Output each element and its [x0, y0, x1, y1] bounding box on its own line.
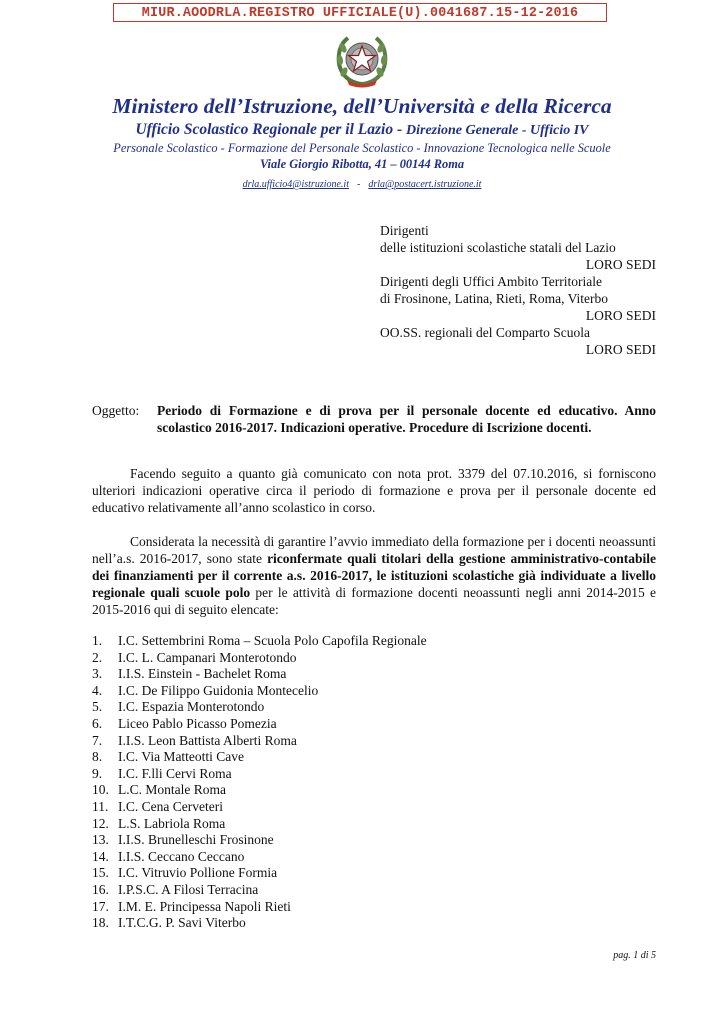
school-name: I.M. E. Principessa Napoli Rieti: [118, 898, 291, 914]
list-number: 6.: [92, 715, 103, 731]
school-name: I.C. De Filippo Guidonia Montecelio: [118, 682, 319, 698]
list-number: 2.: [92, 649, 103, 665]
recipient-line: OO.SS. regionali del Comparto Scuola: [380, 325, 590, 340]
school-name: I.I.S. Brunelleschi Frosinone: [118, 832, 274, 848]
list-number: 15.: [92, 865, 109, 881]
school-name: L.C. Montale Roma: [118, 782, 226, 798]
list-number: 18.: [92, 915, 109, 931]
list-item: [92, 899, 427, 916]
paragraph-bold-text: riconfermate quali titolari della gestione amministrativo-contabile dei finanziamenti per il corrente a.s. 2016-2017, le istituzioni scolastiche già individuate a livello regionale quali scuole polo: [92, 551, 656, 600]
office-areas: Personale Scolastico - Formazione del Personale Scolastico - Innovazione Tecnologica nelle Scuole: [113, 141, 611, 155]
school-name: I.P.S.C. A Filosi Terracina: [118, 881, 259, 897]
school-name: I.I.S. Einstein - Bachelet Roma: [118, 666, 287, 682]
list-item: [92, 733, 427, 750]
paragraph-intro: Facendo seguito a quanto già comunicato con nota prot. 3379 del 07.10.2016, si forniscono ulteriori indicazioni operative circa il periodo di formazione e prova per il personale docente ed educativo relativamente all’anno scolastico in corso.: [92, 466, 656, 515]
list-item: [92, 782, 427, 799]
paragraph-text: Considerata la necessità di garantire l’avvio immediato della formazione per i docenti neoassunti nell’a.s. 2016-2017, sono state: [92, 534, 656, 566]
school-name: I.C. Espazia Monterotondo: [118, 699, 265, 715]
office-address: Viale Giorgio Ribotta, 41 – 00144 Roma: [259, 157, 465, 171]
email-link-ufficio4[interactable]: drla.ufficio4@istruzione.it: [242, 179, 349, 190]
list-item: [92, 766, 427, 783]
school-name: Liceo Pablo Picasso Pomezia: [118, 715, 277, 731]
list-item: [92, 915, 427, 932]
list-item: [92, 683, 427, 700]
school-name: I.C. Cena Cerveteri: [118, 798, 223, 814]
list-number: 10.: [92, 782, 109, 798]
list-item: [92, 882, 427, 899]
ministry-name: Ministero dell’Istruzione, dell’Università e della Ricerca: [112, 94, 612, 118]
email-link-pec[interactable]: drla@postacert.istruzione.it: [368, 179, 482, 190]
list-number: 5.: [92, 699, 103, 715]
list-number: 1.: [92, 633, 103, 648]
italian-republic-emblem-icon: [334, 32, 390, 90]
list-item: [92, 816, 427, 833]
list-item: [92, 849, 427, 866]
recipient-line: Dirigenti: [380, 223, 429, 238]
list-item: [92, 666, 427, 683]
school-name: I.T.C.G. P. Savi Viterbo: [118, 915, 246, 931]
list-number: 12.: [92, 815, 109, 831]
list-number: 3.: [92, 666, 103, 682]
list-number: 8.: [92, 749, 103, 765]
loro-sedi: LORO SEDI: [585, 342, 656, 357]
list-number: 16.: [92, 881, 109, 897]
email-separator: -: [357, 179, 361, 190]
list-item: [92, 699, 427, 716]
subject-text: Periodo di Formazione e di prova per il personale docente ed educativo. Anno scolastico 2016-2017. Indicazioni operative. Procedure di Iscrizione docenti.: [157, 403, 656, 435]
list-number: 13.: [92, 832, 109, 848]
list-item: [92, 716, 427, 733]
school-name: I.C. F.lli Cervi Roma: [118, 765, 232, 781]
school-name: I.I.S. Leon Battista Alberti Roma: [118, 732, 297, 748]
list-number: 4.: [92, 682, 103, 698]
list-item: [92, 633, 427, 650]
list-number: 14.: [92, 848, 109, 864]
letterhead: [0, 93, 724, 192]
office-direction: Direzione Generale - Ufficio IV: [406, 123, 589, 138]
list-item: [92, 799, 427, 816]
school-name: I.C. Vitruvio Pollione Formia: [118, 865, 278, 881]
school-name: I.C. Settembrini Roma – Scuola Polo Capofila Regionale: [118, 633, 427, 648]
school-name: L.S. Labriola Roma: [118, 815, 226, 831]
list-number: 11.: [92, 798, 109, 814]
list-item: [92, 650, 427, 667]
loro-sedi: LORO SEDI: [585, 257, 656, 272]
office-name: [0, 120, 724, 140]
school-name: I.I.S. Ceccano Ceccano: [118, 848, 245, 864]
recipient-line: di Frosinone, Latina, Rieti, Roma, Viterbo: [380, 291, 609, 306]
paragraph-scuole-polo: [92, 533, 656, 618]
loro-sedi: LORO SEDI: [585, 308, 656, 323]
recipient-line: Dirigenti degli Uffici Ambito Territoriale: [380, 274, 603, 289]
school-name: I.C. Via Matteotti Cave: [118, 749, 245, 765]
subject-label: Oggetto:: [92, 403, 140, 418]
list-number: 9.: [92, 765, 103, 781]
subject-block: [92, 402, 656, 436]
school-name: I.C. L. Campanari Monterotondo: [118, 649, 297, 665]
recipient-line: delle istituzioni scolastiche statali del Lazio: [380, 240, 616, 255]
list-number: 7.: [92, 732, 103, 748]
protocol-stamp: MIUR.AOODRLA.REGISTRO UFFICIALE(U).0041687.15-12-2016: [113, 3, 607, 22]
page-number: pag. 1 di 5: [613, 950, 656, 961]
schools-list: [92, 633, 427, 932]
office-regional: Ufficio Scolastico Regionale per il Lazio -: [135, 121, 406, 138]
paragraph-text: per le attività di formazione docenti neoassunti negli anni 2014-2015 e 2015-2016 qui di seguito elencate:: [92, 585, 657, 617]
list-item: [92, 832, 427, 849]
list-item: [92, 865, 427, 882]
office-emails: [0, 178, 724, 192]
list-item: [92, 749, 427, 766]
list-number: 17.: [92, 898, 109, 914]
